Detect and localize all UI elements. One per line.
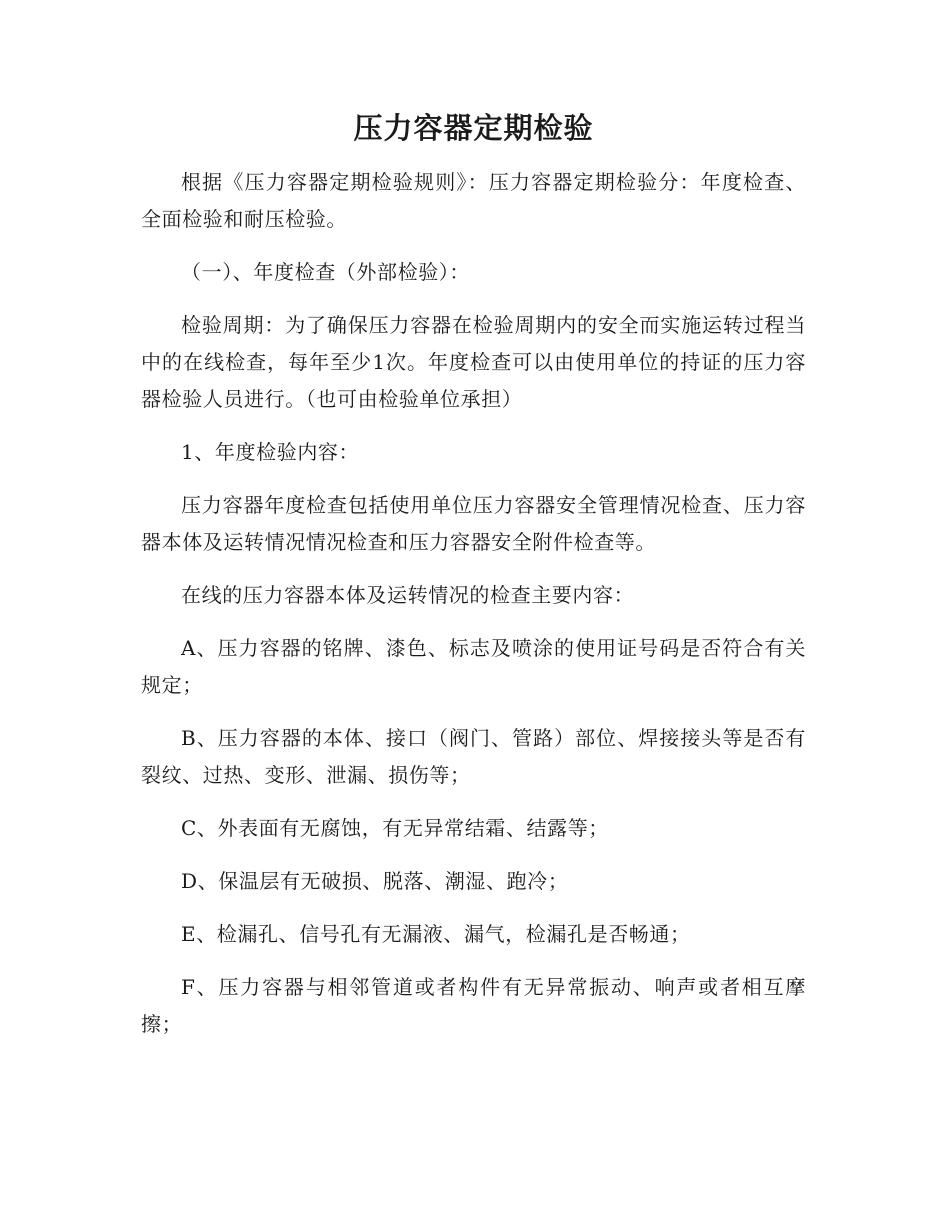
list-item-d: D、保温层有无破损、脱落、潮湿、跑冷； bbox=[181, 869, 569, 893]
section-heading-annual-inspection: （一）、年度检查（外部检验）： bbox=[181, 260, 470, 284]
paragraph-annual-scope: 压力容器年度检查包括使用单位压力容器安全管理情况检查、压力容器本体及运转情况情况检查和压力容器安全附件检查等。 bbox=[141, 493, 806, 554]
document-title: 压力容器定期检验 bbox=[353, 111, 594, 145]
paragraph-intro: 根据《压力容器定期检验规则》：压力容器定期检验分：年度检查、全面检验和耐压检验。 bbox=[141, 170, 806, 231]
paragraph-inspection-cycle: 检验周期：为了确保压力容器在检验周期内的安全而实施运转过程当中的在线检查，每年至少1次。年度检查可以由使用单位的持证的压力容器检验人员进行。（也可由检验单位承担） bbox=[141, 313, 806, 411]
document-page bbox=[141, 108, 806, 1059]
list-item-b: B、压力容器的本体、接口（阀门、管路）部位、焊接接头等是否有裂纹、过热、变形、泄漏、损伤等； bbox=[141, 726, 806, 787]
subheading-annual-content: 1、年度检验内容： bbox=[181, 440, 360, 464]
paragraph-main-content-intro: 在线的压力容器本体及运转情况的检查主要内容： bbox=[181, 583, 635, 607]
list-item-c: C、外表面有无腐蚀，有无异常结霜、结露等； bbox=[181, 816, 609, 840]
list-item-a: A、压力容器的铭牌、漆色、标志及喷涂的使用证号码是否符合有关规定； bbox=[141, 636, 806, 697]
list-item-e: E、检漏孔、信号孔有无漏液、漏气，检漏孔是否畅通； bbox=[181, 922, 691, 946]
list-item-f: F、压力容器与相邻管道或者构件有无异常振动、响声或者相互摩擦； bbox=[141, 975, 806, 1036]
